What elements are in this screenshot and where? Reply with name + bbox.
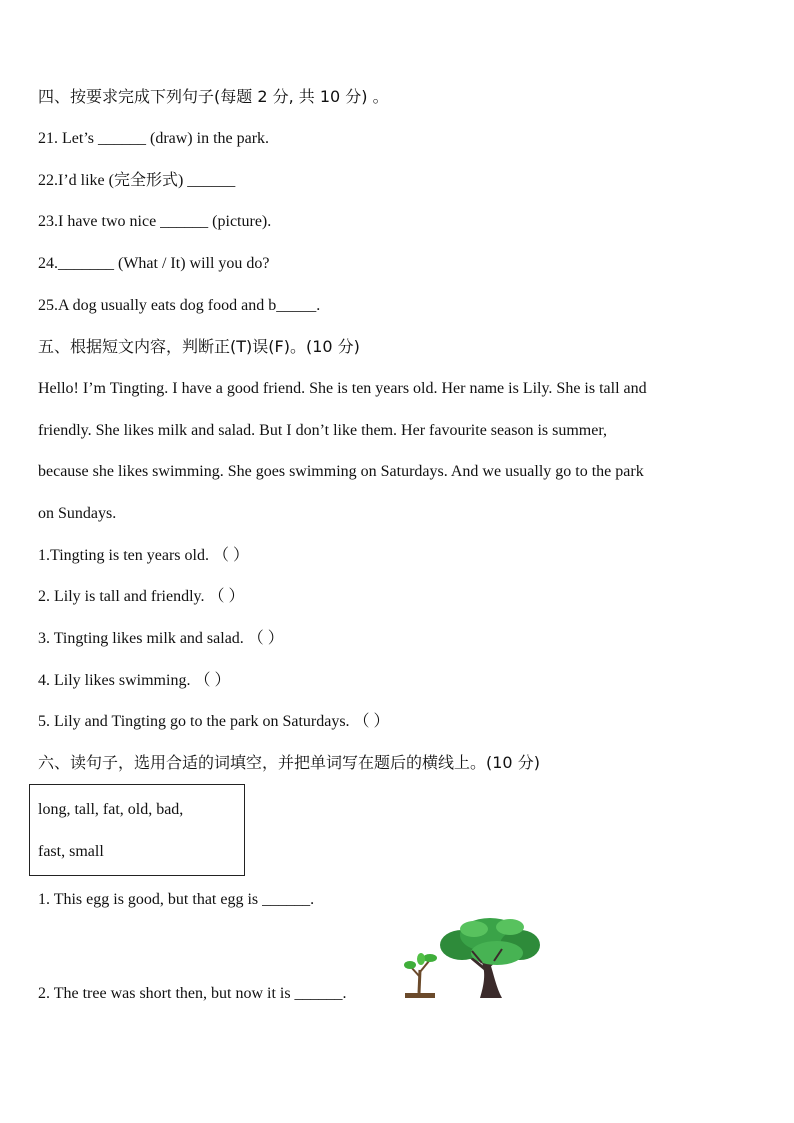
- question-23: 23.I have two nice ______ (picture).: [38, 213, 272, 230]
- passage-line-2: friendly. She likes milk and salad. But I don’t like them. Her favourite season is summer,: [38, 422, 608, 439]
- tf-item-4: 4. Lily likes swimming. （ ）: [38, 672, 231, 689]
- sapling-icon: [404, 953, 437, 998]
- word-bank-line-1: long, tall, fat, old, bad,: [38, 801, 184, 818]
- tf-item-3: 3. Tingting likes milk and salad. （ ）: [38, 630, 284, 647]
- question-21: 21. Let’s ______ (draw) in the park.: [38, 130, 270, 147]
- big-tree-icon: [440, 918, 540, 998]
- passage-line-4: on Sundays.: [38, 505, 117, 522]
- question-24: 24._______ (What / It) will you do?: [38, 255, 270, 272]
- section4-heading: 四、按要求完成下列句子(每题 2 分, 共 10 分) 。: [38, 87, 389, 106]
- section6-heading: 六、读句子，选用合适的词填空，并把单词写在题后的横线上。(10 分): [38, 753, 540, 772]
- passage-line-1: Hello! I’m Tingting. I have a good friend. She is ten years old. Her name is Lily. She is tall and: [38, 380, 647, 397]
- tf-item-5: 5. Lily and Tingting go to the park on Saturdays. （ ）: [38, 713, 390, 730]
- passage-line-3: because she likes swimming. She goes swimming on Saturdays. And we usually go to the park: [38, 463, 644, 480]
- word-bank-line-2: fast, small: [38, 843, 104, 860]
- question-22: 22.I’d like (完全形式) ______: [38, 172, 236, 189]
- question-25: 25.A dog usually eats dog food and b_____.: [38, 297, 321, 314]
- tf-item-2: 2. Lily is tall and friendly. （ ）: [38, 588, 245, 605]
- section5-heading: 五、根据短文内容，判断正(T)误(F)。(10 分): [38, 337, 360, 356]
- tf-item-1: 1.Tingting is ten years old. （ ）: [38, 547, 249, 564]
- tree-pictures: [402, 915, 542, 1004]
- fill-item-2: 2. The tree was short then, but now it is ______.: [38, 985, 347, 1002]
- word-bank-box: [29, 784, 245, 876]
- fill-item-1: 1. This egg is good, but that egg is ______.: [38, 891, 315, 908]
